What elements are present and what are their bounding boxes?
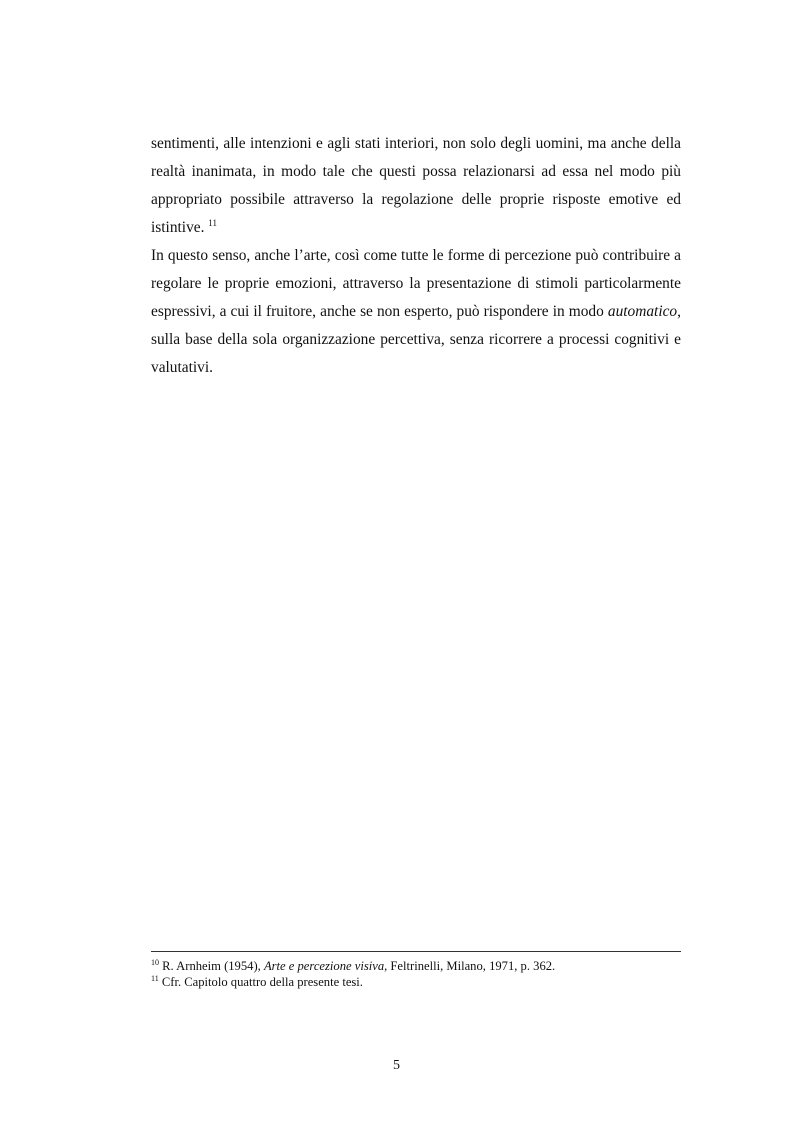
footnote-10	[151, 958, 681, 974]
paragraph-2	[151, 242, 681, 382]
footnote-text: Cfr. Capitolo quattro della presente tesi.	[158, 975, 363, 989]
paragraph-1-text: sentimenti, alle intenzioni e agli stati interiori, non solo degli uomini, ma anche della realtà inanimata, in modo tale che questi possa relazionarsi ad essa nel modo più appropriato possibile attraverso la regolazione delle proprie risposte emotive ed istintive.	[151, 135, 681, 236]
paragraph-1	[151, 130, 681, 242]
footnote-number: 11	[151, 974, 159, 983]
paragraph-2-text-after: , sulla base della sola organizzazione percettiva, senza ricorrere a processi cognitivi e valutativi.	[151, 303, 681, 376]
footnote-ref-11[interactable]: 11	[208, 218, 217, 228]
page-number: 5	[393, 1058, 400, 1073]
footnotes	[151, 958, 681, 990]
paragraph-2-text-before: In questo senso, anche l’arte, così come tutte le forme di percezione può contribuire a regolare le proprie emozioni, attraverso la presentazione di stimoli particolarmente espressivi, a cui il fruitore, anche se non esperto, può rispondere in modo	[151, 247, 681, 320]
footnote-text: , Feltrinelli, Milano, 1971, p. 362.	[384, 959, 556, 973]
footnote-book-title: Arte e percezione visiva	[263, 959, 385, 973]
paragraph-2-emphasis: automatico	[607, 303, 678, 320]
footnote-11	[151, 974, 681, 990]
footnote-number: 10	[151, 958, 159, 967]
body-text	[151, 130, 681, 382]
footnote-divider	[151, 951, 681, 952]
footnote-text: R. Arnheim (1954),	[159, 959, 264, 973]
